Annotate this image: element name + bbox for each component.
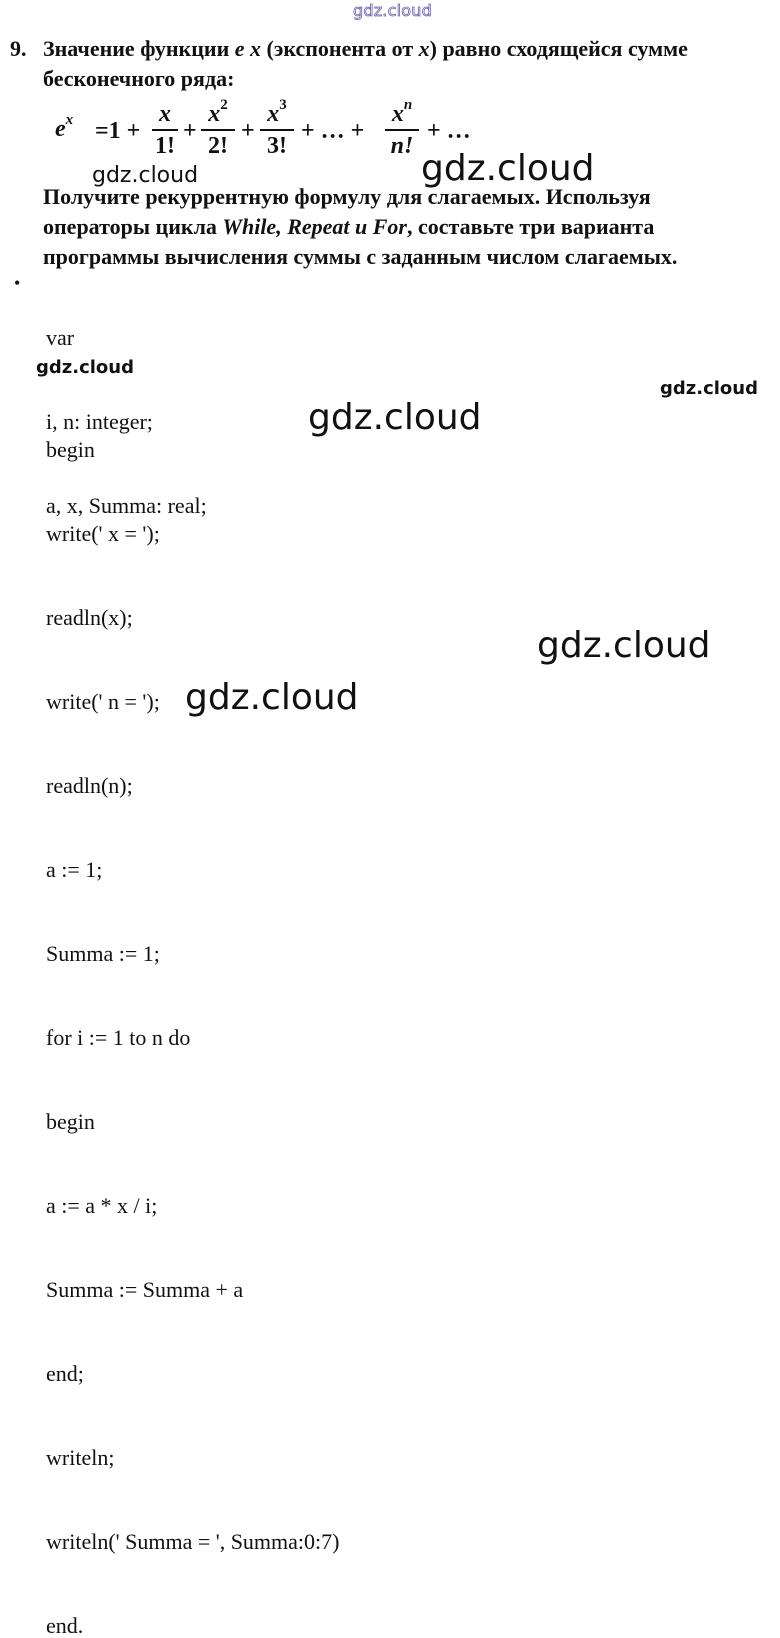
code-line: for i := 1 to n do [46,1025,191,1050]
code-line: writeln(' Summa = ', Summa:0:7) [46,1529,340,1554]
watermark: gdz.cloud [421,148,595,189]
task-text-part: ) равно сходящейся сумме [429,36,688,61]
formula-denominator: 3! [267,133,287,159]
formula-var: x [208,101,221,127]
task-text [43,34,763,94]
formula-lhs [55,112,74,143]
watermark: gdz.cloud [36,357,134,378]
fraction-bar [201,129,235,131]
task-text-italic: e x [234,36,262,61]
task-number: 9. [10,36,27,61]
task-instructions [43,182,763,272]
code-line: writeln; [46,1445,115,1470]
code-line: Summa := 1; [46,941,160,966]
code-line: begin [46,437,95,462]
formula-numerator: x [159,101,171,127]
fraction-bar [152,129,178,131]
fraction-bar [385,129,419,131]
watermark: gdz.cloud [308,397,482,438]
formula-term-2 [201,97,235,160]
code-line: write(' n = '); [46,689,160,714]
formula-denominator: 1! [155,133,175,159]
task-line-2: бесконечного ряда: [43,66,235,91]
code-line: readln(x); [46,605,133,630]
watermark: gdz.cloud [92,163,199,188]
formula-e: e [55,116,66,142]
formula-exponent: n [403,97,413,113]
watermark: gdz.cloud [537,625,711,666]
code-line: begin [46,1109,95,1134]
task-line-1 [43,34,763,64]
formula-exponent: 2 [220,97,228,113]
watermark: gdz.cloud [660,378,758,399]
code-line: write(' x = '); [46,521,160,546]
code-line: a := a * x / i; [46,1193,158,1218]
formula-denominator: 2! [208,133,228,159]
code-line: end. [46,1613,84,1638]
code-body [46,380,339,1638]
task-text-part: (экспонента от [261,36,419,61]
code-line: i, n: integer; [46,409,153,434]
instructions-line-3: программы вычисления суммы с заданным числом слагаемых. [43,244,678,269]
formula-plus: + [241,118,255,144]
formula-ellipsis: + … + [301,118,365,144]
formula-term-n [385,97,419,160]
code-line: var [46,325,75,350]
formula-plus: + [183,118,197,144]
formula-numerator [385,97,419,128]
instructions-text: операторы цикла [43,214,223,239]
instructions-text: , составьте три варианта [406,214,655,239]
fraction-bar [260,129,294,131]
code-line: a, x, Summa: real; [46,493,207,518]
formula-eq: =1 + [95,118,141,144]
formula-denominator: n! [390,133,414,159]
formula-var: x [391,101,404,127]
formula-tail: + … [427,118,471,144]
instructions-line-2 [43,212,763,242]
formula-numerator [201,97,235,128]
formula-exponent: 3 [279,97,287,113]
watermark-top: gdz.cloud [353,1,432,20]
watermark: gdz.cloud [185,677,359,718]
task-text-italic: x [418,36,430,61]
formula-var: x [267,101,280,127]
code-line: end; [46,1361,84,1386]
code-line: Summa := Summa + a [46,1277,244,1302]
bullet-point: • [14,273,21,293]
formula-numerator [260,97,294,128]
instructions-line-1: Получите рекуррентную формулу для слагаемых. Используя [43,184,651,209]
formula-term-1 [152,100,178,160]
formula-term-3 [260,97,294,160]
code-line: readln(n); [46,773,133,798]
task-text-part: Значение функции [43,36,235,61]
instructions-italic: While, Repeat и For [222,214,407,239]
code-line: a := 1; [46,857,103,882]
formula-exponent: x [65,112,74,128]
